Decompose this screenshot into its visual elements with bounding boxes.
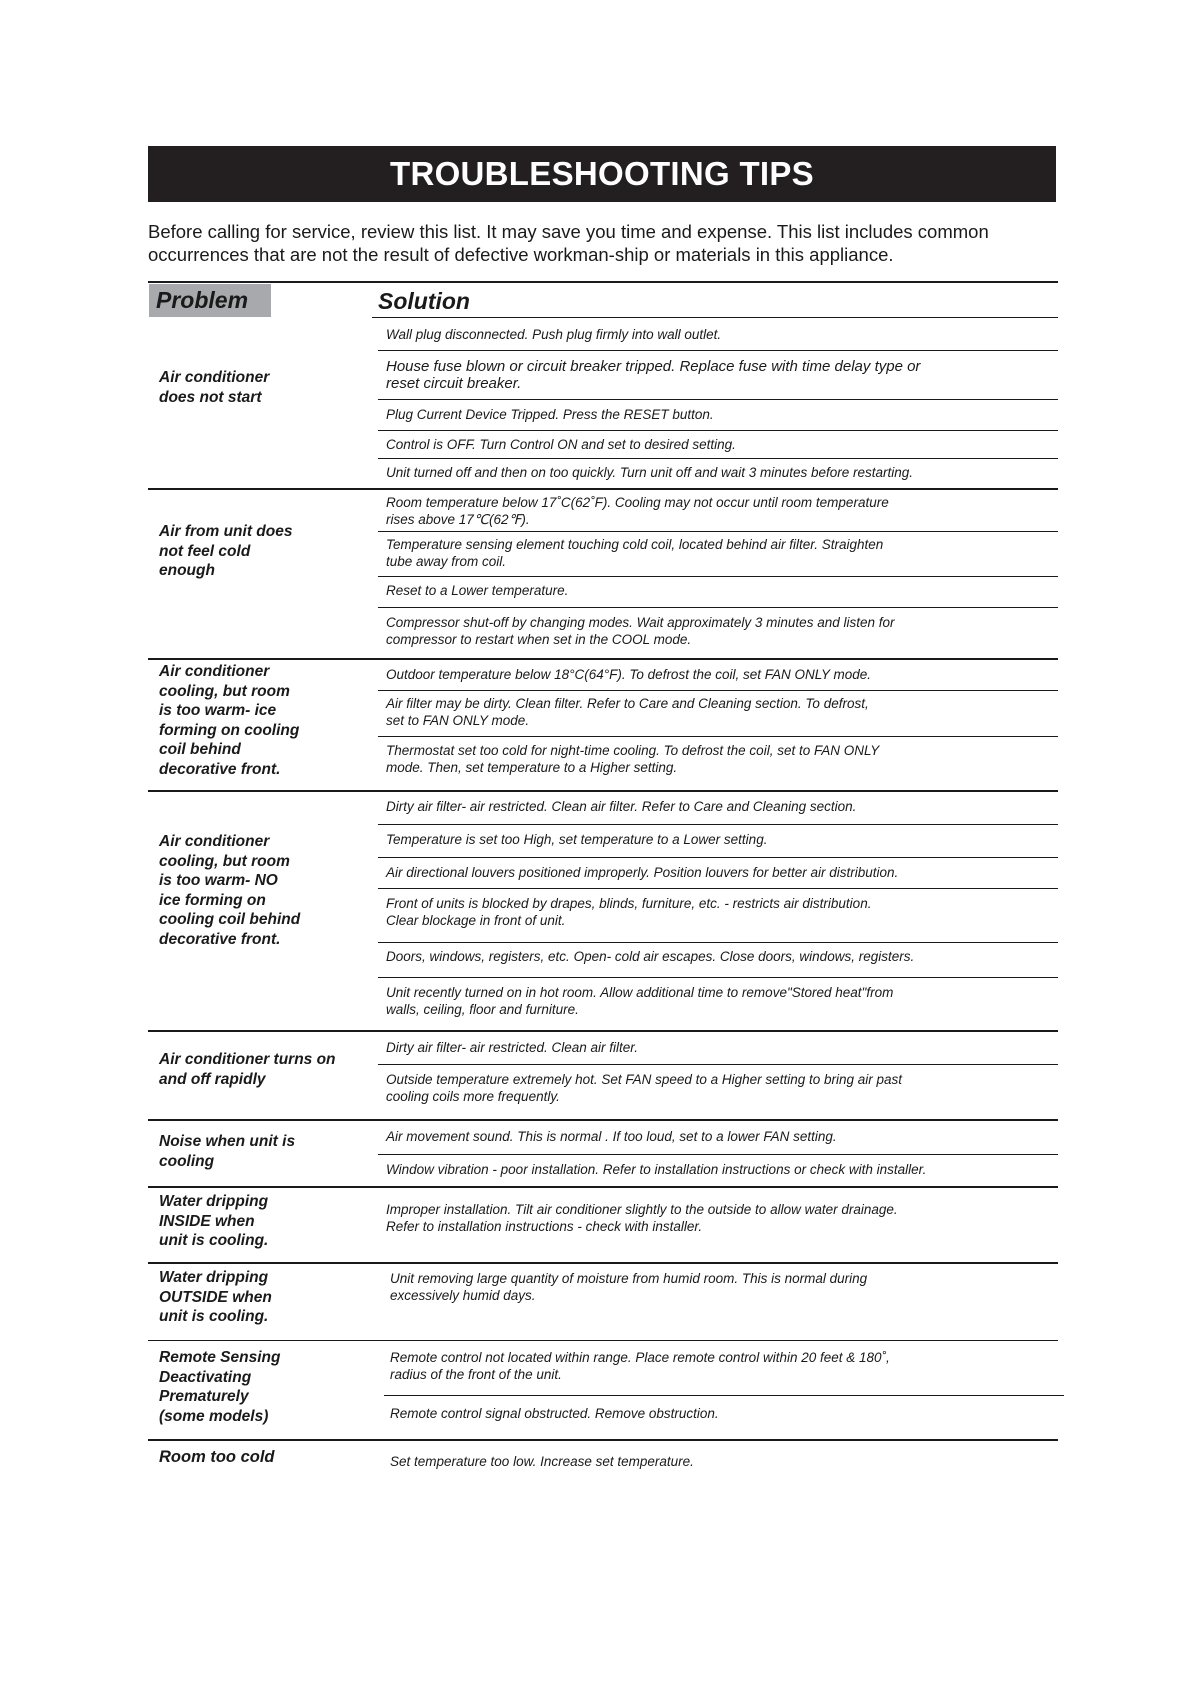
solution-item: Dirty air filter- air restricted. Clean air filter. <box>386 1040 639 1055</box>
solution-list <box>378 488 1058 658</box>
solution-divider <box>378 942 1058 943</box>
solution-item: Control is OFF. Turn Control ON and set to desired setting. <box>386 437 736 452</box>
solution-item: Temperature is set too High, set temperature to a Lower setting. <box>386 832 768 847</box>
solution-divider <box>378 1064 1058 1065</box>
problem-label: Noise when unit is cooling <box>159 1133 296 1170</box>
solution-divider <box>378 888 1058 889</box>
solution-item: Reset to a Lower temperature. <box>386 583 569 598</box>
problem-label: Room too cold <box>159 1448 275 1466</box>
solution-item: Dirty air filter- air restricted. Clean air filter. Refer to Care and Cleaning section. <box>386 799 857 814</box>
solution-list <box>378 318 1058 488</box>
solution-divider <box>378 824 1058 825</box>
solution-item: Air movement sound. This is normal . If too loud, set to a lower FAN setting. <box>386 1129 837 1144</box>
solution-divider <box>378 399 1058 400</box>
solution-item: Improper installation. Tilt air conditioner slightly to the outside to allow water drainage. Refer to installation instructions - check with installer. <box>386 1202 898 1234</box>
problem-label: Air conditioner cooling, but room is too warm- ice forming on cooling coil behind decorative front. <box>159 663 300 778</box>
solution-column-header: Solution <box>378 288 470 314</box>
trouble-group-remote-sensing <box>148 1340 1058 1439</box>
solution-list <box>378 1262 1058 1340</box>
solution-item: Temperature sensing element touching cold coil, located behind air filter. Straighten tube away from coil. <box>386 537 884 569</box>
problem-label: Air conditioner does not start <box>159 369 270 406</box>
solution-item: Air filter may be dirty. Clean filter. Refer to Care and Cleaning section. To defrost, set to FAN ONLY mode. <box>386 696 869 728</box>
header-top-rule <box>148 281 1058 283</box>
problem-column-header <box>149 284 271 317</box>
solution-divider <box>378 576 1058 577</box>
solution-divider <box>384 1395 1064 1396</box>
problem-label: Air conditioner cooling, but room is too warm- NO ice forming on cooling coil behind decorative front. <box>159 833 301 948</box>
solution-item: Air directional louvers positioned improperly. Position louvers for better air distribution. <box>386 865 899 880</box>
solution-item: Outside temperature extremely hot. Set FAN speed to a Higher setting to bring air past cooling coils more frequently. <box>386 1072 903 1104</box>
trouble-group-rapid-cycling <box>148 1030 1058 1119</box>
solution-divider <box>378 531 1058 532</box>
solution-item: Front of units is blocked by drapes, blinds, furniture, etc. - restricts air distribution. Clear blockage in front of unit. <box>386 896 872 928</box>
solution-item: Remote control not located within range. Place remote control within 20 feet & 180˚, radius of the front of the unit. <box>390 1350 890 1382</box>
solution-divider <box>378 350 1058 351</box>
problem-label: Water dripping INSIDE when unit is cooling. <box>159 1193 269 1249</box>
solution-list <box>378 658 1058 790</box>
solution-list <box>378 1439 1058 1487</box>
solution-list <box>378 1030 1058 1119</box>
problem-header-label: Problem <box>156 287 249 313</box>
solution-item: Thermostat set too cold for night-time cooling. To defrost the coil, set to FAN ONLY mode. Then, set temperature to a Higher setting. <box>386 743 880 775</box>
solution-list <box>378 1340 1058 1439</box>
solution-item: Unit turned off and then on too quickly. Turn unit off and wait 3 minutes before restarting. <box>386 465 914 480</box>
page-title: TROUBLESHOOTING TIPS <box>389 155 814 192</box>
solution-list <box>378 1119 1058 1186</box>
solution-item: Remote control signal obstructed. Remove obstruction. <box>390 1406 719 1421</box>
trouble-group-drip-outside <box>148 1262 1058 1340</box>
solution-item: Outdoor temperature below 18°C(64°F). To defrost the coil, set FAN ONLY mode. <box>386 667 872 682</box>
problem-label: Water dripping OUTSIDE when unit is cooling. <box>159 1269 272 1325</box>
solution-divider <box>378 690 1058 691</box>
solution-item: Room temperature below 17˚C(62˚F). Cooling may not occur until room temperature rises above 17℃(62℉). <box>386 495 889 527</box>
solution-item: Unit removing large quantity of moisture from humid room. This is normal during excessively humid days. <box>390 1271 868 1303</box>
solution-item: Compressor shut-off by changing modes. Wait approximately 3 minutes and listen for compressor to restart when set in the COOL mode. <box>386 615 895 647</box>
solution-item: Doors, windows, registers, etc. Open- cold air escapes. Close doors, windows, registers. <box>386 949 915 964</box>
trouble-group-noise <box>148 1119 1058 1186</box>
problem-label: Remote Sensing Deactivating Prematurely (some models) <box>159 1349 281 1425</box>
solution-divider <box>378 857 1058 858</box>
solution-divider <box>378 458 1058 459</box>
solution-divider <box>378 607 1058 608</box>
solution-list <box>378 790 1058 1030</box>
problem-label: Air from unit does not feel cold enough <box>159 523 293 579</box>
solution-divider <box>378 1154 1058 1155</box>
problem-label: Air conditioner turns on and off rapidly <box>159 1051 336 1088</box>
trouble-group-drip-inside <box>148 1186 1058 1262</box>
solution-item: Plug Current Device Tripped. Press the RESET button. <box>386 407 714 422</box>
trouble-group-no-ice <box>148 790 1058 1030</box>
trouble-group-not-cold <box>148 488 1058 658</box>
trouble-group-ice-forming <box>148 658 1058 790</box>
solution-divider <box>378 736 1058 737</box>
title-banner <box>148 146 1056 202</box>
solution-divider <box>378 430 1058 431</box>
trouble-group-room-too-cold <box>148 1439 1058 1487</box>
solution-item: Unit recently turned on in hot room. Allow additional time to remove"Stored heat"from walls, ceiling, floor and furniture. <box>386 985 894 1017</box>
solution-divider <box>378 977 1058 978</box>
solution-list <box>378 1186 1058 1262</box>
intro-paragraph: Before calling for service, review this list. It may save you time and expense. This list includes common occurrences that are not the result of defective workman-ship or materials in this appliance. <box>148 221 989 265</box>
trouble-group-no-start <box>148 318 1058 488</box>
solution-item: House fuse blown or circuit breaker tripped. Replace fuse with time delay type or reset circuit breaker. <box>386 358 921 392</box>
solution-item: Wall plug disconnected. Push plug firmly into wall outlet. <box>386 327 722 342</box>
solution-item: Set temperature too low. Increase set temperature. <box>390 1454 694 1469</box>
solution-item: Window vibration - poor installation. Refer to installation instructions or check with installer. <box>386 1162 927 1177</box>
